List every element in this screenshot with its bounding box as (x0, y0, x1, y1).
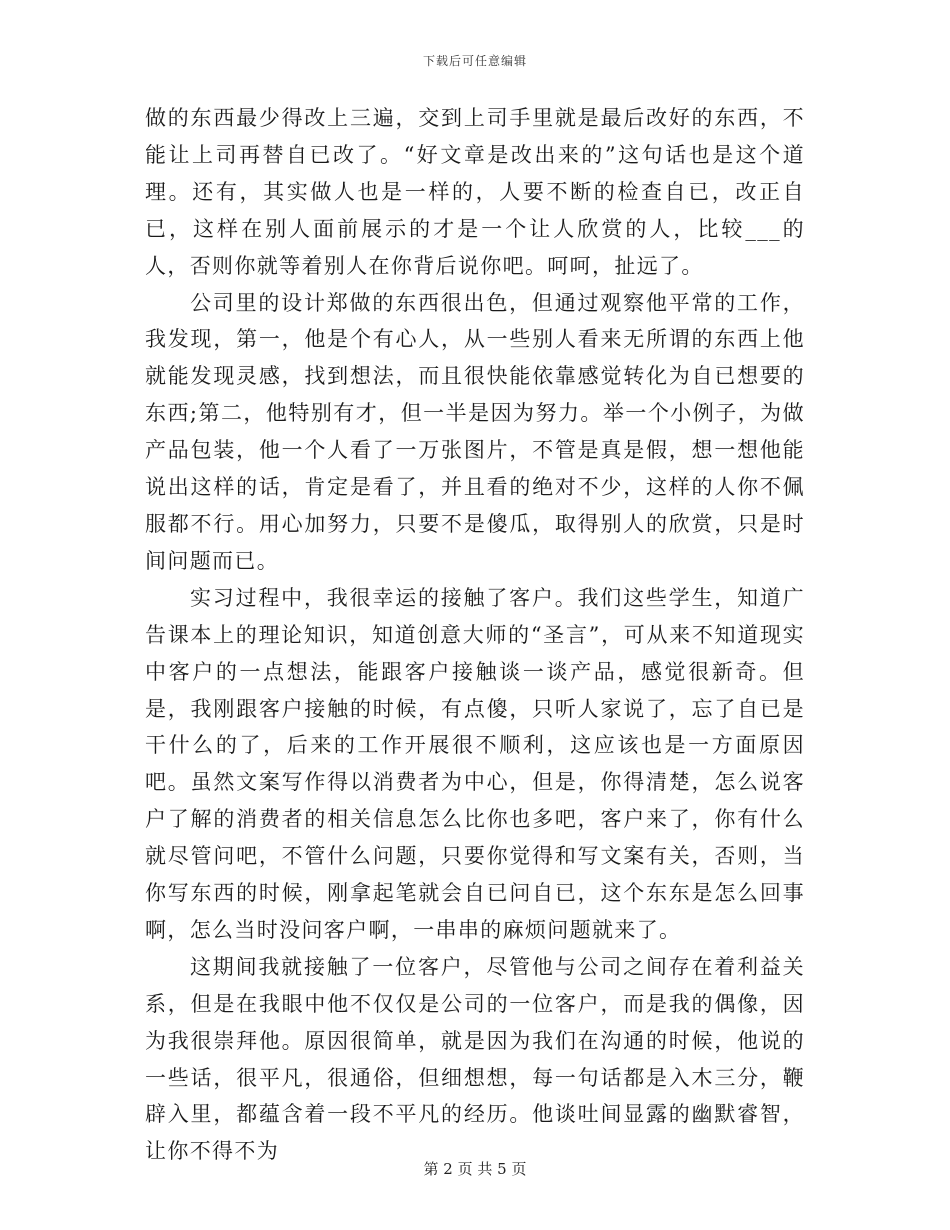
document-body (145, 100, 805, 1170)
paragraph-4: 这期间我就接触了一位客户，尽管他与公司之间存在着利益关系，但是在我眼中他不仅仅是公司的一位客户，而是我的偶像，因为我很崇拜他。原因很简单，就是因为我们在沟通的时候，他说的一些话，很平凡，很通俗，但细想想，每一句话都是入木三分，鞭辟入里，都蕴含着一段不平凡的经历。他谈吐间显露的幽默睿智，让你不得不为 (145, 954, 805, 1164)
paragraph-2: 公司里的设计郑做的东西很出色，但通过观察他平常的工作，我发现，第一，他是个有心人，从一些别人看来无所谓的东西上他就能发现灵感，找到想法，而且很快能依靠感觉转化为自已想要的东西;第二，他特别有才，但一半是因为努力。举一个小例子，为做产品包装，他一个人看了一万张图片，不管是真是假，想一想他能说出这样的话，肯定是看了，并且看的绝对不少，这样的人你不佩服都不行。用心加努力，只要不是傻瓜，取得别人的欣赏，只是时间问题而已。 (145, 290, 805, 573)
paragraph-1: 做的东西最少得改上三遍，交到上司手里就是最后改好的东西，不能让上司再替自已改了。“好文章是改出来的”这句话也是这个道理。还有，其实做人也是一样的，人要不断的检查自已，改正自已，这样在别人面前展示的才是一个让人欣赏的人，比较___的人，否则你就等着别人在你背后说你吧。呵呵，扯远了。 (145, 106, 805, 278)
paragraph-3: 实习过程中，我很幸运的接触了客户。我们这些学生，知道广告课本上的理论知识，知道创意大师的“圣言”，可从来不知道现实中客户的一点想法，能跟客户接触谈一谈产品，感觉很新奇。但是，我刚跟客户接触的时候，有点傻，只听人家说了，忘了自已是干什么的了，后来的工作开展很不顺利，这应该也是一方面原因吧。虽然文案写作得以消费者为中心，但是，你得清楚，怎么说客户了解的消费者的相关信息怎么比你也多吧，客户来了，你有什么就尽管问吧，不管什么问题，只要你觉得和写文案有关，否则，当你写东西的时候，刚拿起笔就会自已问自已，这个东东是怎么回事啊，怎么当时没问客户啊，一串串的麻烦问题就来了。 (145, 585, 805, 942)
page-header: 下载后可任意编辑 (422, 54, 527, 68)
page-number-footer: 第 2 页 共 5 页 (423, 1160, 527, 1178)
